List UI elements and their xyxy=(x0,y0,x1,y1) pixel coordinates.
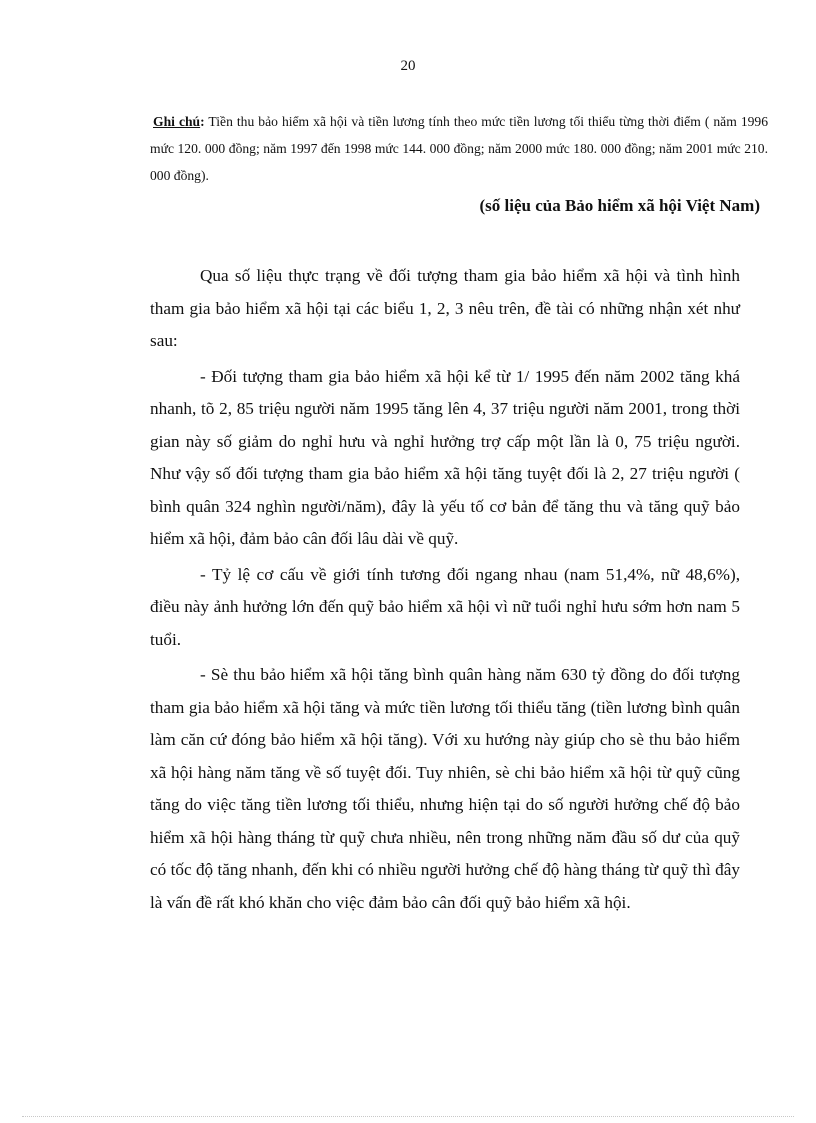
source-citation: (số liệu của Bảo hiểm xã hội Việt Nam) xyxy=(479,196,760,215)
paragraph-intro: Qua số liệu thực trạng về đối tượng tham gia bảo hiểm xã hội và tình hình tham gia bảo hiểm xã hội tại các biểu 1, 2, 3 nêu trên, đề tài có những nhận xét như sau: xyxy=(150,266,740,350)
note-text: Tiền thu bảo hiểm xã hội và tiền lương tính theo mức tiền lương tối thiểu từng thời điểm ( năm 1996 mức 120. 000 đồng; năm 1997 đến 1998 mức 144. 000 đồng; năm 2000 mức 180. 000 đồng; năm 2001 mức 210. 000 đồng). xyxy=(150,114,769,183)
note-paragraph xyxy=(150,108,768,189)
paragraph-revenue: - Sè thu bảo hiểm xã hội tăng bình quân hàng năm 630 tỷ đồng do đối tượng tham gia bảo hiểm xã hội tăng và mức tiền lương tối thiểu tăng (tiền lương bình quân làm căn cứ đóng bảo hiểm xã hội tăng). Với xu hướng này giúp cho sè thu bảo hiểm xã hội hàng năm tăng về số tuyệt đối. Tuy nhiên, sè chi bảo hiểm xã hội từ quỹ cũng tăng do việc tăng tiền lương tối thiểu, nhưng hiện tại do số người hưởng chế độ bảo hiểm xã hội hàng tháng từ quỹ chưa nhiều, nên trong những năm đầu số dư của quỹ có tốc độ tăng nhanh, đến khi có nhiều người hưởng chế độ hàng tháng từ quỹ thì đây là vấn đề rất khó khăn cho việc đảm bảo cân đối quỹ bảo hiểm xã hội. xyxy=(150,665,740,912)
body-text xyxy=(150,260,740,922)
paragraph-gender-ratio: - Tỷ lệ cơ cấu về giới tính tương đối ngang nhau (nam 51,4%, nữ 48,6%), điều này ảnh hưởng lớn đến quỹ bảo hiểm xã hội vì nữ tuổi nghỉ hưu sớm hơn nam 5 tuổi. xyxy=(150,564,740,649)
note-colon: : xyxy=(200,114,205,129)
note-label: Ghi chú xyxy=(153,114,201,129)
footer-divider xyxy=(22,1116,794,1117)
paragraph-participants: - Đối tượng tham gia bảo hiểm xã hội kể từ 1/ 1995 đến năm 2002 tăng khá nhanh, tõ 2, 85 triệu người năm 1995 tăng lên 4, 37 triệu người năm 2001, trong thời gian này số giảm do nghỉ hưu và nghỉ hưởng trợ cấp một lần là 0, 75 triệu người. Như vậy số đối tượng tham gia bảo hiểm xã hội tăng tuyệt đối là 2, 27 triệu người ( bình quân 324 nghìn người/năm), đây là yếu tố cơ bản để tăng thu và tăng quỹ bảo hiểm xã hội, đảm bảo cân đối lâu dài về quỹ. xyxy=(150,366,740,548)
page-number: 20 xyxy=(400,58,416,74)
